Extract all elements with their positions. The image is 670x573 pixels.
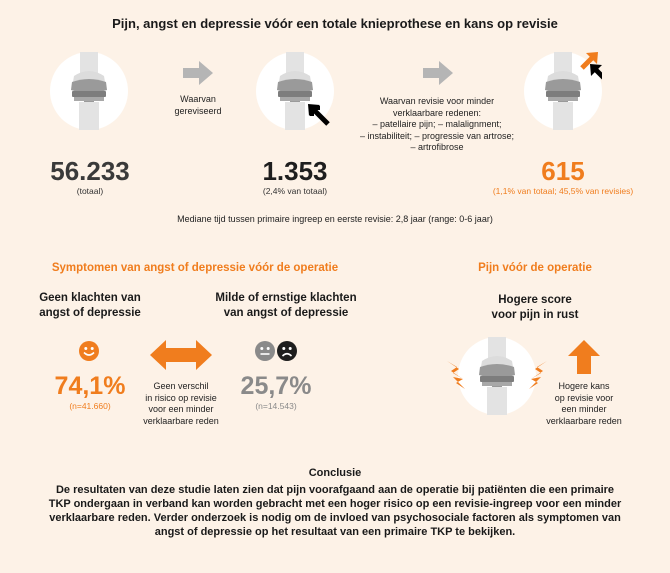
knee-implant-icon <box>50 52 128 130</box>
happy-face-icon <box>79 341 99 366</box>
knee-revised-icon <box>256 52 334 130</box>
pain-risk-line: verklaarbare reden <box>546 415 622 426</box>
unexplained-number: 615 <box>541 156 585 186</box>
no-complaints-line: Geen klachten van <box>39 292 141 304</box>
unexplained-caption: (1,1% van totaal; 45,5% van revisies) <box>492 186 634 196</box>
no-difference-line: Geen verschil <box>153 381 209 391</box>
neutral-face-icon <box>255 341 275 366</box>
conclusion-line: verklaarbare reden. Verder onderzoek is nodig om de invloed van psychosociale factoren als symptomen van <box>49 512 621 524</box>
revised-number: 1.353 <box>262 156 328 186</box>
conclusion-body <box>0 483 670 539</box>
complaints-line: van angst of depressie <box>223 307 349 319</box>
conclusion-line: TKP ondergaan in verband kan worden gebracht met een hoger risico op een revisie-ingreep voor een minder <box>48 498 622 510</box>
no-complaints-percent: 74,1% <box>54 372 126 400</box>
arrow2-label-line: – instabiliteit; – progressie van artrose; <box>359 130 515 141</box>
arrow2-label-line: Waarvan revisie voor minder <box>379 96 495 106</box>
no-complaints-line: angst of depressie <box>39 307 141 319</box>
no-difference-label <box>125 381 237 427</box>
total-number: 56.233 <box>50 156 130 186</box>
complaints-percent: 25,7% <box>240 372 312 400</box>
sad-face-icon <box>277 341 297 366</box>
revised-caption: (2,4% van totaal) <box>262 186 328 196</box>
pain-heading: Pijn vóór de operatie <box>478 262 592 274</box>
pain-risk-line: op revisie voor <box>554 392 614 403</box>
pain-risk-line: Hogere kans <box>558 381 610 391</box>
conclusion-line: De resultaten van deze studie laten zien dat pijn voorafgaand aan de operatie bij patiënten die een primaire <box>55 484 615 496</box>
symptoms-heading: Symptomen van angst of depressie vóór de operatie <box>51 262 339 274</box>
knee-pain-icon <box>447 333 547 423</box>
flow-arrow-icon <box>183 61 213 90</box>
no-difference-line: verklaarbare reden <box>143 415 219 426</box>
arrow2-label-line: verklaarbare redenen: <box>392 107 482 118</box>
no-difference-line: voor een minder <box>148 404 214 414</box>
complaints-n: (n=14.543) <box>255 401 297 411</box>
arrow2-label-line: – patellaire pijn; – malalignment; <box>372 119 502 129</box>
page-title: Pijn, angst en depressie vóór een totale knieprothese en kans op revisie <box>112 16 558 31</box>
arrow2-label-line: – artrofibrose <box>410 142 464 152</box>
pain-risk-line: een minder <box>561 404 607 414</box>
conclusion-line: angst of depressie op het resultaat van een primaire TKP te bekijken. <box>154 526 516 538</box>
no-complaints-label <box>15 291 165 321</box>
pain-score-line: voor pijn in rust <box>491 309 579 321</box>
median-text: Mediane tijd tussen primaire ingreep en eerste revisie: 2,8 jaar (range: 0-6 jaar) <box>177 214 493 224</box>
no-difference-line: in risico op revisie <box>145 392 217 403</box>
no-complaints-n: (n=41.660) <box>69 401 111 411</box>
flow-arrow-icon <box>423 61 453 90</box>
pain-score-line: Hogere score <box>498 294 572 306</box>
complaints-line: Milde of ernstige klachten <box>215 292 357 304</box>
pain-risk-label <box>538 381 630 427</box>
arrow2-label <box>352 96 522 154</box>
double-arrow-icon <box>150 340 212 375</box>
complaints-label <box>188 291 384 321</box>
total-caption: (totaal) <box>76 186 104 196</box>
conclusion-title: Conclusie <box>308 467 362 479</box>
knee-unexplained-icon <box>524 52 602 130</box>
pain-score-label <box>460 293 610 323</box>
arrow1-label: Waarvan gereviseerd <box>174 94 222 116</box>
up-arrow-icon <box>568 340 600 379</box>
